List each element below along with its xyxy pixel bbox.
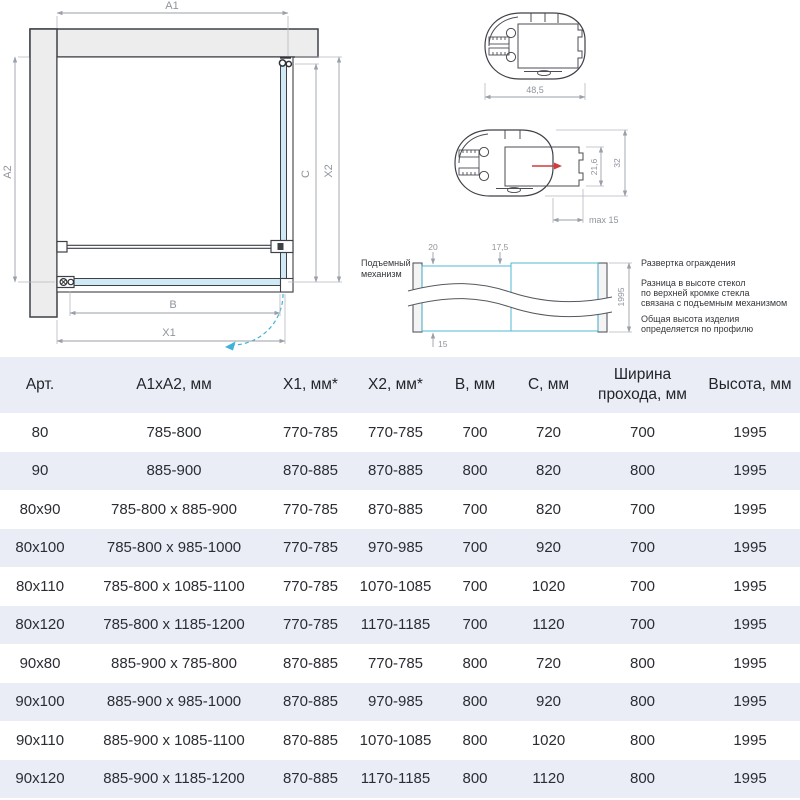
screw-boss xyxy=(506,52,515,61)
table-row xyxy=(0,413,800,452)
cell: 1995 xyxy=(733,462,767,480)
cell: 800 xyxy=(462,770,488,788)
column-header: Арт. xyxy=(25,375,55,393)
cell: 820 xyxy=(535,462,562,480)
table-row xyxy=(0,529,800,568)
dim-label-max: max 15 xyxy=(589,215,619,225)
cell: 700 xyxy=(462,577,488,595)
cell: 800 xyxy=(462,693,488,711)
extension-direction-arrow xyxy=(532,163,562,170)
note-body-line: по верхней кромке стекла xyxy=(641,288,750,298)
table-row xyxy=(0,606,800,645)
dimension-20 xyxy=(428,242,438,264)
bar-clamp xyxy=(278,243,284,250)
table-row xyxy=(0,683,800,722)
dimension-21-6 xyxy=(586,147,604,186)
dimension-b xyxy=(70,291,280,316)
cell: 700 xyxy=(462,539,488,557)
table-row xyxy=(0,721,800,760)
cell: 800 xyxy=(629,654,656,672)
cell: 785-800 x 1185-1200 xyxy=(103,616,245,634)
cell: 1995 xyxy=(733,539,767,557)
cell: 1995 xyxy=(733,731,767,749)
technical-drawing-area xyxy=(0,0,800,357)
spec-table-head xyxy=(0,357,800,413)
column-header: A1xA2, мм xyxy=(136,375,212,393)
cell: 1995 xyxy=(733,616,767,634)
dim-label-c: C xyxy=(300,170,312,178)
cell: 870-885 xyxy=(367,500,424,518)
cell: 870-885 xyxy=(282,654,339,672)
fixed-glass-panel xyxy=(60,279,282,286)
cell: 700 xyxy=(629,500,656,518)
cell: 700 xyxy=(629,423,656,441)
cell: 885-900 x 985-1000 xyxy=(106,693,242,711)
cell: 1170-1185 xyxy=(360,770,431,788)
cell: 700 xyxy=(629,616,656,634)
cell: 90x80 xyxy=(19,654,61,672)
comb-detail xyxy=(459,150,479,175)
drawing-svg xyxy=(0,0,800,352)
cell: 785-800 x 885-900 xyxy=(111,500,237,518)
cell: 80x100 xyxy=(15,539,65,557)
dim-label-glass-slot: 21,6 xyxy=(589,158,599,176)
cell: 870-885 xyxy=(282,462,339,480)
cell: 1170-1185 xyxy=(360,616,431,634)
cell: 1995 xyxy=(733,500,767,518)
cell: 1070-1085 xyxy=(359,577,432,595)
cell: 80x120 xyxy=(15,616,65,634)
cell: 870-885 xyxy=(282,731,339,749)
cell: 90 xyxy=(31,462,49,480)
cell: 90x100 xyxy=(15,693,65,711)
cell: 700 xyxy=(462,616,488,634)
dim-label-a1: A1 xyxy=(165,0,179,12)
table-row xyxy=(0,452,800,491)
note-body-line: определяется по профилю xyxy=(641,324,754,334)
cell: 80x110 xyxy=(15,577,65,595)
cell: 1995 xyxy=(733,423,767,441)
cell: 800 xyxy=(629,770,656,788)
screw-boss xyxy=(506,28,515,37)
column-header: Ширина прохода, мм xyxy=(598,365,687,403)
cell: 1120 xyxy=(532,616,565,634)
table-row xyxy=(0,760,800,799)
cell: 720 xyxy=(535,654,562,672)
cell: 800 xyxy=(462,462,488,480)
cell: 1020 xyxy=(531,577,566,595)
cell: 1120 xyxy=(532,770,565,788)
table-row xyxy=(0,490,800,529)
column-header: В, мм xyxy=(454,375,496,393)
cell: 720 xyxy=(535,423,562,441)
cell: 785-800 x 985-1000 xyxy=(106,539,242,557)
break-lines xyxy=(408,284,612,317)
cell: 770-785 xyxy=(282,500,339,518)
dimension-48-5 xyxy=(485,83,585,100)
cell: 785-800 xyxy=(146,423,202,441)
spec-table xyxy=(0,357,800,798)
left-wall xyxy=(30,29,57,317)
cell: 800 xyxy=(629,462,656,480)
dim-label-x1: X1 xyxy=(162,327,176,339)
table-row xyxy=(0,567,800,606)
bar-wall-bracket xyxy=(57,242,67,253)
cell: 1995 xyxy=(733,577,767,595)
cell: 700 xyxy=(462,500,488,518)
profile-section-extended xyxy=(455,130,628,225)
lift-mechanism-label-line1: Подъемный xyxy=(361,258,411,268)
column-header: X1, мм* xyxy=(283,375,338,393)
cell: 770-785 xyxy=(282,616,339,634)
column-header: Высота, мм xyxy=(708,375,792,393)
cell: 770-785 xyxy=(282,577,339,595)
screw-boss xyxy=(479,171,488,180)
cell: 770-785 xyxy=(367,423,424,441)
cell: 700 xyxy=(629,577,656,595)
dimension-max-15 xyxy=(553,189,619,225)
cell: 885-900 x 1085-1100 xyxy=(103,731,245,749)
cell: 870-885 xyxy=(367,462,424,480)
note-body-line: связана с подъемным механизмом xyxy=(641,298,788,308)
note-body-line: Разница в высоте стекол xyxy=(641,278,746,288)
dim-label-1995: 1995 xyxy=(616,287,626,307)
swing-arrowhead xyxy=(225,342,236,351)
table-row xyxy=(0,644,800,683)
dimension-x2 xyxy=(295,57,342,282)
cell: 700 xyxy=(462,423,488,441)
plan-view xyxy=(2,0,342,351)
roller-detail xyxy=(496,187,533,192)
cell: 970-985 xyxy=(367,693,424,711)
unfolded-view xyxy=(361,242,787,349)
cell: 90x120 xyxy=(15,770,65,788)
cell: 920 xyxy=(535,693,562,711)
lift-mechanism-label-line2: механизм xyxy=(361,269,402,279)
dim-label-20: 20 xyxy=(428,242,438,252)
dim-label-b: B xyxy=(169,299,177,311)
cell: 920 xyxy=(535,539,562,557)
cell: 800 xyxy=(462,731,488,749)
cell: 90x110 xyxy=(15,731,65,749)
cell: 770-785 xyxy=(367,654,424,672)
profile-outline xyxy=(485,13,585,79)
cell: 1995 xyxy=(733,654,767,672)
cell: 885-900 xyxy=(146,462,202,480)
comb-detail xyxy=(489,37,509,55)
column-header: X2, мм* xyxy=(368,375,423,393)
dim-label-width: 48,5 xyxy=(526,85,544,95)
top-wall xyxy=(30,29,318,57)
cell: 80x90 xyxy=(19,500,61,518)
cell: 1070-1085 xyxy=(359,731,432,749)
cell: 885-900 x 785-800 xyxy=(111,654,237,672)
cell: 1995 xyxy=(733,693,767,711)
dim-label-15: 15 xyxy=(438,339,448,349)
note-title: Развертка ограждения xyxy=(641,258,736,268)
header-row xyxy=(0,357,800,413)
door-swing-arc xyxy=(225,294,283,351)
cell: 1020 xyxy=(531,731,566,749)
cell: 800 xyxy=(462,654,488,672)
dim-label-height: 32 xyxy=(612,158,622,168)
dimension-17-5 xyxy=(492,242,509,264)
cell: 970-985 xyxy=(367,539,424,557)
cell: 800 xyxy=(629,693,656,711)
right-profile-bar xyxy=(598,263,607,332)
cell: 80 xyxy=(31,423,49,441)
profile-section-closed xyxy=(485,13,585,100)
dimension-15 xyxy=(433,333,448,349)
cell: 870-885 xyxy=(282,770,339,788)
cell: 785-800 x 1085-1100 xyxy=(103,577,245,595)
wall-fixing-detail xyxy=(57,277,74,288)
cell: 800 xyxy=(629,731,656,749)
roller-detail xyxy=(524,70,562,75)
profile-insert xyxy=(518,24,582,68)
dim-label-x2: X2 xyxy=(323,164,335,178)
dim-label-17-5: 17,5 xyxy=(491,242,509,252)
corner-junction xyxy=(281,279,294,293)
cell: 870-885 xyxy=(282,693,339,711)
annotations xyxy=(641,258,787,334)
enclosure-outline xyxy=(57,57,293,292)
cell: 820 xyxy=(535,500,562,518)
column-header: С, мм xyxy=(527,375,570,393)
cell: 885-900 x 1185-1200 xyxy=(103,770,245,788)
spec-table-body xyxy=(0,413,800,798)
cell: 1995 xyxy=(733,770,767,788)
dim-label-a2: A2 xyxy=(2,165,14,179)
dimension-1995 xyxy=(609,263,632,332)
cell: 770-785 xyxy=(282,423,339,441)
cell: 770-785 xyxy=(282,539,339,557)
cell: 700 xyxy=(629,539,656,557)
note-body-line: Общая высота изделия xyxy=(641,314,740,324)
screw-boss xyxy=(479,147,488,156)
